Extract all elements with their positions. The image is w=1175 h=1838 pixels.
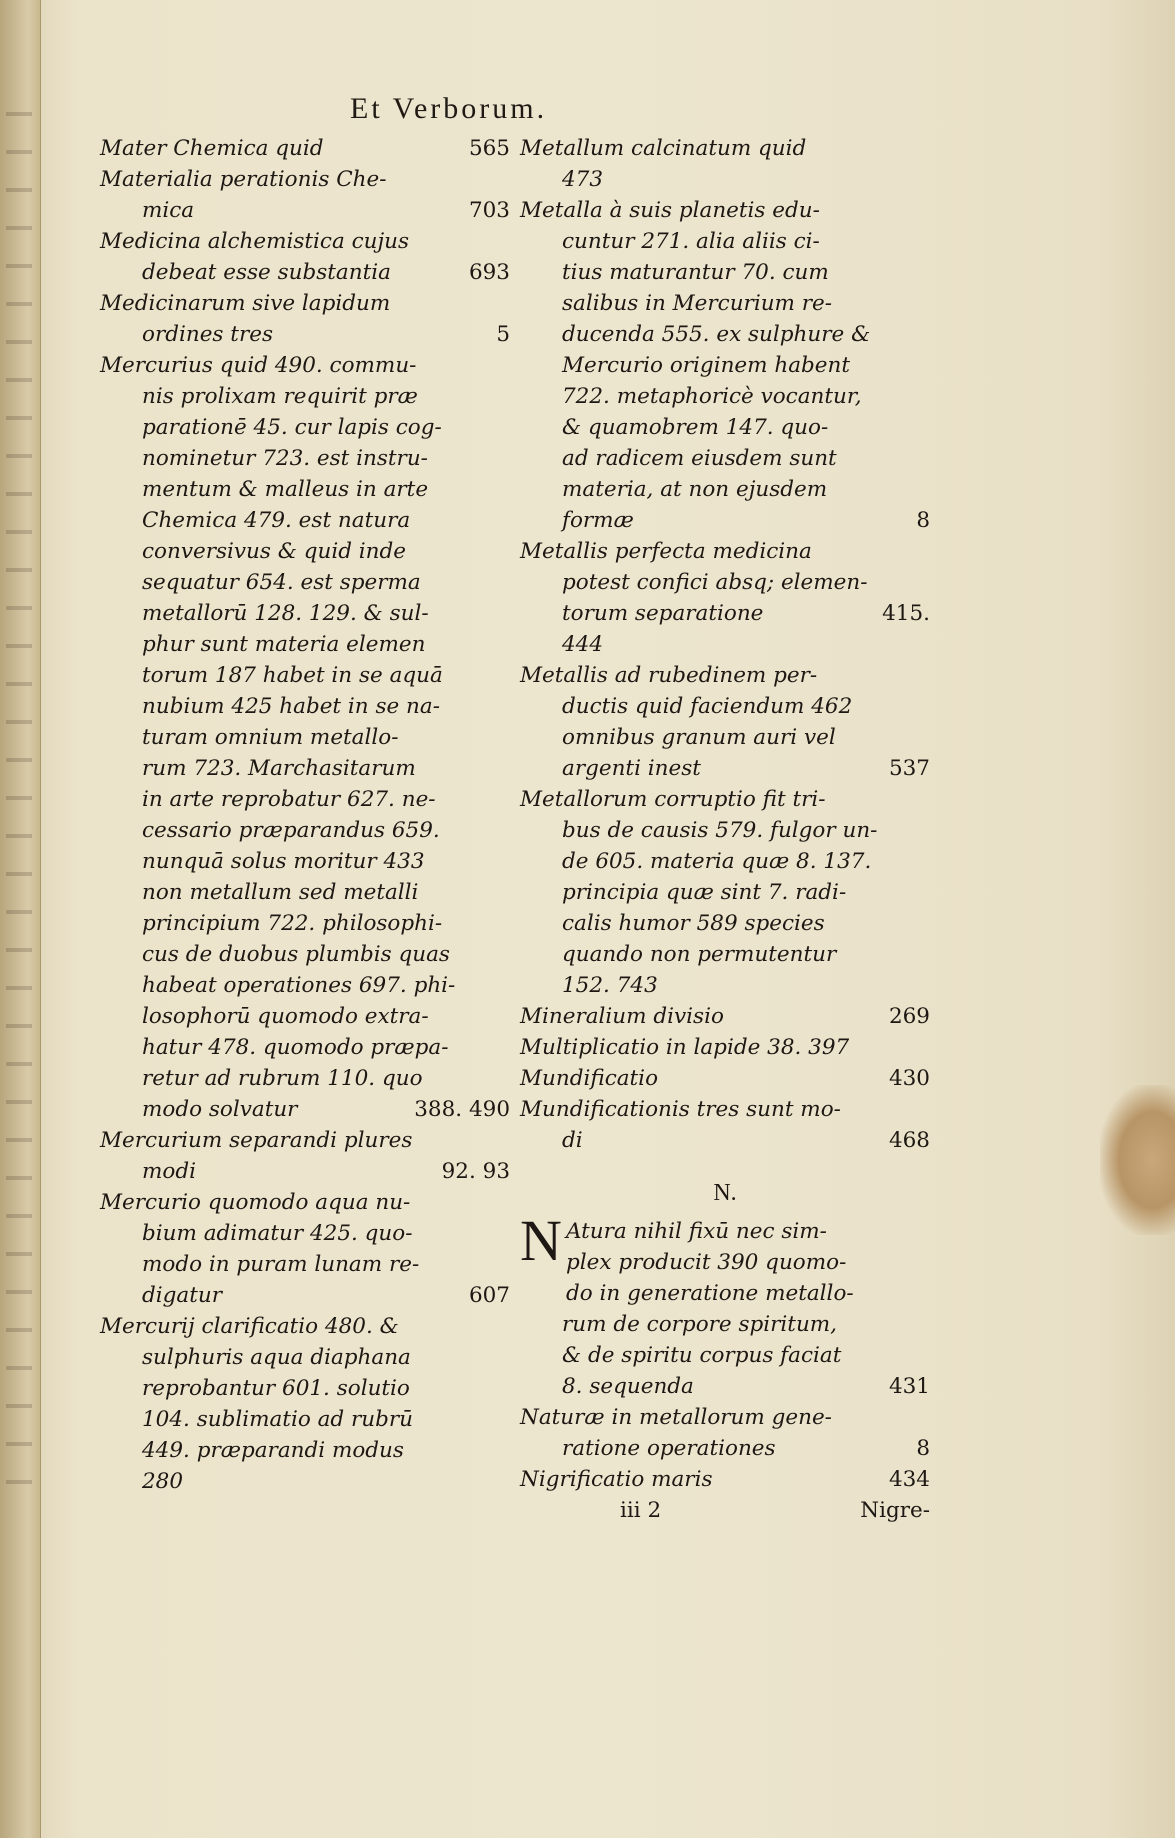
entry-text: Metallis perfecta medicina <box>520 539 812 564</box>
right-column <box>520 133 930 1526</box>
index-entry-line <box>520 629 930 660</box>
entry-text: ad radicem eiusdem sunt <box>562 446 837 471</box>
index-entry-line <box>520 1216 930 1247</box>
entry-text: parationē 45. cur lapis cog- <box>142 415 442 440</box>
index-entry-line <box>520 1278 930 1309</box>
index-entry-line <box>520 784 930 815</box>
page-reference: 431 <box>888 1374 930 1399</box>
entry-text: rum de corpore spiritum, <box>562 1312 838 1337</box>
index-entry-line <box>520 536 930 567</box>
entry-text: conversivus & quid inde <box>142 539 407 564</box>
entry-text: non metallum sed metalli <box>142 880 419 905</box>
entry-text: & quamobrem 147. quo- <box>562 415 829 440</box>
page-reference: 269 <box>888 1004 930 1029</box>
index-entry-line <box>520 1464 930 1495</box>
entry-text: Mineralium divisio <box>520 1004 724 1029</box>
index-entry-line <box>100 939 510 970</box>
entry-text: Metalla à suis planetis edu- <box>520 198 820 223</box>
index-entry-line <box>100 815 510 846</box>
entry-text: cuntur 271. alia aliis ci- <box>562 229 820 254</box>
page-reference: 415. <box>882 601 930 626</box>
entry-text: 473 <box>562 167 604 192</box>
page-reference: 434 <box>888 1467 930 1492</box>
entry-text: Materialia perationis Che- <box>100 167 387 192</box>
index-entry-line <box>100 536 510 567</box>
index-entry-line <box>520 970 930 1001</box>
entry-text: Mercurio quomodo aqua nu- <box>100 1190 411 1215</box>
entry-text: nominetur 723. est instru- <box>142 446 428 471</box>
index-entry-line <box>520 1309 930 1340</box>
index-entry-line <box>100 443 510 474</box>
page-reference: 607 <box>468 1283 510 1308</box>
index-entry-line <box>100 474 510 505</box>
index-entry-line <box>520 567 930 598</box>
index-entry-line <box>100 412 510 443</box>
entry-text: de 605. materia quæ 8. 137. <box>562 849 872 874</box>
entry-text: 444 <box>562 632 604 657</box>
index-entry-line <box>100 381 510 412</box>
index-entry-line <box>100 846 510 877</box>
entry-text: rum 723. Marchasitarum <box>142 756 416 781</box>
entry-text: Mercurij clarificatio 480. & <box>100 1314 399 1339</box>
index-entry-line <box>520 1247 930 1278</box>
index-entry-line <box>100 1404 510 1435</box>
paper-stain <box>1100 1085 1175 1235</box>
index-entry-line <box>100 288 510 319</box>
index-entry-line <box>100 1156 510 1187</box>
entry-text: bium adimatur 425. quo- <box>142 1221 413 1246</box>
entry-text: debeat esse substantia <box>142 260 391 285</box>
n-section-entries <box>520 1208 930 1495</box>
index-entry-line <box>520 288 930 319</box>
section-letter: N. <box>713 1180 737 1206</box>
index-entry-line <box>100 722 510 753</box>
index-entry-line <box>520 1402 930 1433</box>
index-entry-line <box>100 877 510 908</box>
entry-text: materia, at non ejusdem <box>562 477 828 502</box>
index-entry-line <box>100 1218 510 1249</box>
index-entry-line <box>520 319 930 350</box>
index-entry-line <box>100 1435 510 1466</box>
entry-text: 8. sequenda <box>562 1374 694 1399</box>
index-entry-line <box>520 1433 930 1464</box>
index-entry-line <box>520 1125 930 1156</box>
entry-text: hatur 478. quomodo præpa- <box>142 1035 449 1060</box>
index-entry-line <box>520 1063 930 1094</box>
entry-text: nubium 425 habet in se na- <box>142 694 440 719</box>
index-entry-line <box>100 505 510 536</box>
right-column-entries <box>520 133 930 1156</box>
entry-text: Chemica 479. est natura <box>142 508 411 533</box>
index-entry-line <box>100 164 510 195</box>
entry-text: Mundificationis tres sunt mo- <box>520 1097 841 1122</box>
entry-text: 152. 743 <box>562 973 658 998</box>
page-reference: 8 <box>916 1436 930 1461</box>
index-entry-line <box>520 350 930 381</box>
index-entry-line <box>100 970 510 1001</box>
entry-text: Mater Chemica quid <box>100 136 324 161</box>
index-entry-line <box>100 226 510 257</box>
index-entry-line <box>100 1342 510 1373</box>
entry-text: 449. præparandi modus <box>142 1438 404 1463</box>
entry-text: digatur <box>142 1283 222 1308</box>
index-entry-line <box>100 1249 510 1280</box>
index-entry-line <box>520 443 930 474</box>
entry-text: quando non permutentur <box>562 942 837 967</box>
entry-text: modo in puram lunam re- <box>142 1252 420 1277</box>
entry-text: formæ <box>562 508 634 533</box>
entry-text: Naturæ in metallorum gene- <box>520 1405 832 1430</box>
entry-text: calis humor 589 species <box>562 911 825 936</box>
entry-text: principium 722. philosophi- <box>142 911 443 936</box>
index-entry-line <box>100 660 510 691</box>
index-entry-line <box>520 1032 930 1063</box>
entry-text: principia quæ sint 7. radi- <box>562 880 847 905</box>
entry-text: ratione operationes <box>562 1436 776 1461</box>
index-entry-line <box>520 1340 930 1371</box>
index-entry-line <box>520 846 930 877</box>
entry-text: torum separatione <box>562 601 764 626</box>
index-entry-line <box>100 784 510 815</box>
page-reference: 8 <box>916 508 930 533</box>
page-reference: 537 <box>888 756 930 781</box>
entry-text: Medicinarum sive lapidum <box>100 291 391 316</box>
entry-text: Mercurium separandi plures <box>100 1128 413 1153</box>
index-entry-line <box>520 939 930 970</box>
entry-text: habeat operationes 697. phi- <box>142 973 456 998</box>
page-reference: 92. 93 <box>441 1159 510 1184</box>
index-entry-line <box>520 753 930 784</box>
left-column <box>100 133 510 1497</box>
index-entry-line <box>520 877 930 908</box>
index-entry-line <box>100 1280 510 1311</box>
index-entry-line <box>100 257 510 288</box>
page-reference: 388. 490 <box>414 1097 510 1122</box>
entry-text: Medicina alchemistica cujus <box>100 229 410 254</box>
page-reference: 565 <box>468 136 510 161</box>
index-entry-line <box>520 164 930 195</box>
index-entry-line <box>520 505 930 536</box>
index-entry-line <box>520 722 930 753</box>
index-entry-line <box>100 598 510 629</box>
entry-text: in arte reprobatur 627. ne- <box>142 787 436 812</box>
entry-text: retur ad rubrum 110. quo <box>142 1066 423 1091</box>
entry-text: potest confici absq; elemen- <box>562 570 868 595</box>
book-spine <box>0 0 41 1838</box>
facing-page-text <box>6 90 32 1490</box>
entry-text: Mundificatio <box>520 1066 659 1091</box>
index-entry-line <box>520 598 930 629</box>
entry-text: torum 187 habet in se aquā <box>142 663 443 688</box>
index-entry-line <box>520 226 930 257</box>
entry-text: reprobantur 601. solutio <box>142 1376 410 1401</box>
index-entry-line <box>100 1373 510 1404</box>
entry-text: Nigrificatio maris <box>520 1467 713 1492</box>
index-entry-line <box>520 195 930 226</box>
entry-text: do in generatione metallo- <box>566 1281 854 1306</box>
entry-text: cessario præparandus 659. <box>142 818 440 843</box>
index-entry-line <box>100 753 510 784</box>
entry-text: phur sunt materia elemen <box>142 632 426 657</box>
index-entry-line <box>520 1001 930 1032</box>
entry-text: Metallorum corruptio fit tri- <box>520 787 826 812</box>
index-entry-line <box>520 1371 930 1402</box>
entry-text: cus de duobus plumbis quas <box>142 942 450 967</box>
index-entry-line <box>100 691 510 722</box>
index-entry-line <box>520 474 930 505</box>
entry-text: 280 <box>142 1469 184 1494</box>
index-entry-line <box>100 1311 510 1342</box>
entry-text: 722. metaphoricè vocantur, <box>562 384 862 409</box>
index-entry-line <box>100 1125 510 1156</box>
entry-text: sulphuris aqua diaphana <box>142 1345 411 1370</box>
entry-text: ductis quid faciendum 462 <box>562 694 853 719</box>
entry-text: modi <box>142 1159 196 1184</box>
entry-text: nis prolixam requirit præ <box>142 384 418 409</box>
entry-text: Mercurio originem habent <box>562 353 851 378</box>
entry-text: plex producit 390 quomo- <box>566 1250 847 1275</box>
entry-text: bus de causis 579. fulgor un- <box>562 818 878 843</box>
entry-text: tius maturantur 70. cum <box>562 260 829 285</box>
index-entry-line <box>100 1032 510 1063</box>
index-entry-line <box>100 1001 510 1032</box>
entry-text: mentum & malleus in arte <box>142 477 429 502</box>
index-entry-line <box>520 660 930 691</box>
index-entry-line <box>100 567 510 598</box>
entry-text: sequatur 654. est sperma <box>142 570 421 595</box>
entry-text: metallorū 128. 129. & sul- <box>142 601 429 626</box>
index-entry-line <box>100 629 510 660</box>
index-entry-line <box>100 133 510 164</box>
page-reference: 693 <box>468 260 510 285</box>
page-reference: 5 <box>496 322 510 347</box>
page-reference: 703 <box>468 198 510 223</box>
entry-text: Metallum calcinatum quid <box>520 136 807 161</box>
entry-text: Metallis ad rubedinem per- <box>520 663 818 688</box>
index-entry-line <box>100 1063 510 1094</box>
entry-text: 104. sublimatio ad rubrū <box>142 1407 414 1432</box>
page-reference: 468 <box>888 1128 930 1153</box>
index-entry-line <box>100 350 510 381</box>
entry-text: Multiplicatio in lapide 38. 397 <box>520 1035 850 1060</box>
entry-text: losophorū quomodo extra- <box>142 1004 429 1029</box>
index-entry-line <box>520 133 930 164</box>
index-entry-line <box>520 908 930 939</box>
drop-cap: N <box>520 1208 562 1273</box>
index-entry-line <box>100 1094 510 1125</box>
catchword: Nigre- <box>860 1498 930 1523</box>
index-entry-line <box>100 1466 510 1497</box>
entry-text: ordines tres <box>142 322 273 347</box>
index-entry-line <box>520 1094 930 1125</box>
index-entry-line <box>520 257 930 288</box>
signature-mark: iii 2 <box>620 1498 662 1523</box>
index-entry-line <box>100 1187 510 1218</box>
entry-text: ducenda 555. ex sulphure & <box>562 322 871 347</box>
index-entry-line <box>100 319 510 350</box>
entry-text: turam omnium metallo- <box>142 725 399 750</box>
index-entry-line <box>520 381 930 412</box>
index-entry-line <box>100 195 510 226</box>
index-entry-line <box>520 412 930 443</box>
entry-text: salibus in Mercurium re- <box>562 291 833 316</box>
index-entry-line <box>520 815 930 846</box>
index-entry-line <box>520 691 930 722</box>
entry-text: di <box>562 1128 583 1153</box>
running-header: Et Verborum. <box>350 92 548 125</box>
entry-text: Atura nihil fixū nec sim- <box>566 1219 827 1244</box>
page-footer <box>520 1495 930 1526</box>
entry-text: Mercurius quid 490. commu- <box>100 353 417 378</box>
entry-text: nunquā solus moritur 433 <box>142 849 425 874</box>
entry-text: omnibus granum auri vel <box>562 725 836 750</box>
entry-text: argenti inest <box>562 756 701 781</box>
index-entry-line <box>100 908 510 939</box>
entry-text: mica <box>142 198 195 223</box>
page-reference: 430 <box>888 1066 930 1091</box>
entry-text: & de spiritu corpus faciat <box>562 1343 842 1368</box>
entry-text: modo solvatur <box>142 1097 298 1122</box>
